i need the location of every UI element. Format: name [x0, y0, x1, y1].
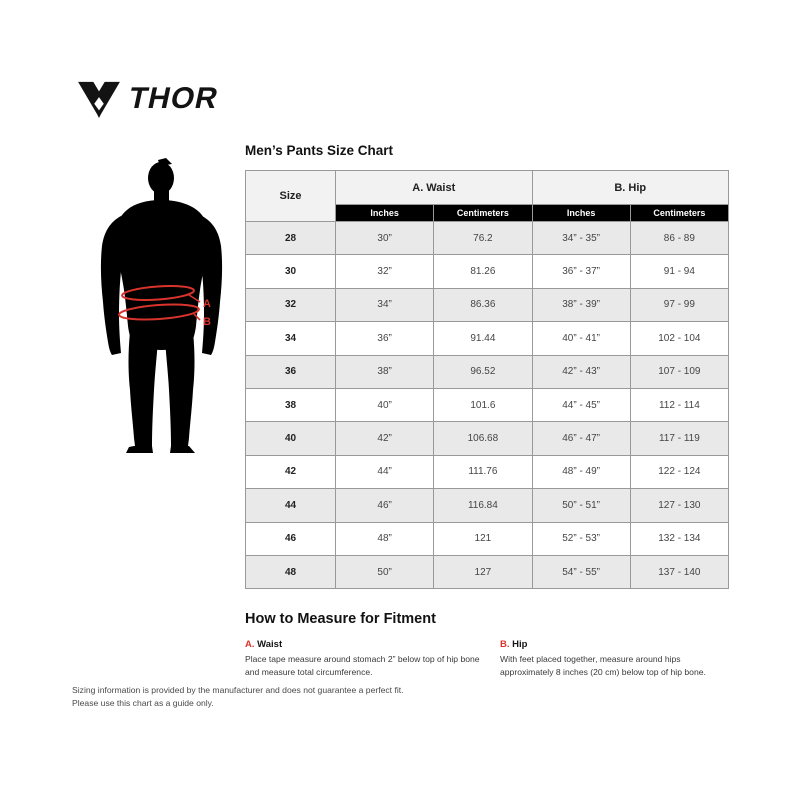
- table-row: [246, 489, 729, 522]
- table-row: [246, 388, 729, 421]
- table-cell-hip_in: 50” - 51”: [532, 489, 630, 522]
- table-cell-waist_cm: 116.84: [434, 489, 532, 522]
- table-cell-size: 36: [246, 355, 336, 388]
- table-cell-waist_cm: 96.52: [434, 355, 532, 388]
- table-cell-hip_in: 38” - 39”: [532, 288, 630, 321]
- table-cell-waist_in: 44”: [336, 455, 434, 488]
- table-cell-hip_cm: 132 - 134: [630, 522, 728, 555]
- measure-waist-label: [245, 639, 480, 650]
- sizing-disclaimer: [72, 684, 404, 710]
- table-row: [246, 522, 729, 555]
- measure-hip-key: B.: [500, 639, 510, 650]
- table-cell-hip_cm: 97 - 99: [630, 288, 728, 321]
- table-cell-waist_in: 40”: [336, 388, 434, 421]
- table-cell-waist_cm: 101.6: [434, 388, 532, 421]
- table-row: [246, 555, 729, 588]
- brand-logo: [78, 80, 222, 118]
- table-cell-waist_cm: 91.44: [434, 322, 532, 355]
- column-header-size: Size: [246, 171, 336, 222]
- table-cell-waist_cm: 76.2: [434, 222, 532, 255]
- table-cell-hip_cm: 91 - 94: [630, 255, 728, 288]
- table-cell-hip_in: 42” - 43”: [532, 355, 630, 388]
- table-cell-waist_in: 48”: [336, 522, 434, 555]
- table-cell-hip_cm: 102 - 104: [630, 322, 728, 355]
- table-cell-hip_in: 46” - 47”: [532, 422, 630, 455]
- body-measurement-figure: [88, 156, 236, 458]
- table-cell-hip_in: 48” - 49”: [532, 455, 630, 488]
- table-cell-size: 30: [246, 255, 336, 288]
- table-cell-size: 40: [246, 422, 336, 455]
- table-cell-waist_in: 38”: [336, 355, 434, 388]
- table-row: [246, 288, 729, 321]
- table-cell-waist_in: 46”: [336, 489, 434, 522]
- table-cell-waist_in: 32”: [336, 255, 434, 288]
- table-cell-waist_in: 50”: [336, 555, 434, 588]
- table-cell-waist_in: 36”: [336, 322, 434, 355]
- table-row: [246, 455, 729, 488]
- how-to-measure-title: How to Measure for Fitment: [245, 611, 436, 627]
- table-cell-size: 48: [246, 555, 336, 588]
- measure-hip-label: [500, 639, 735, 650]
- table-cell-size: 44: [246, 489, 336, 522]
- table-cell-size: 46: [246, 522, 336, 555]
- table-cell-size: 42: [246, 455, 336, 488]
- measure-item-hip: [500, 639, 735, 680]
- table-cell-size: 32: [246, 288, 336, 321]
- table-cell-hip_cm: 112 - 114: [630, 388, 728, 421]
- table-row: [246, 255, 729, 288]
- disclaimer-line-2: Please use this chart as a guide only.: [72, 697, 214, 708]
- table-cell-waist_cm: 86.36: [434, 288, 532, 321]
- hip-marker-label: B: [203, 316, 211, 328]
- table-cell-hip_cm: 86 - 89: [630, 222, 728, 255]
- table-cell-size: 28: [246, 222, 336, 255]
- male-silhouette-graphic: [88, 156, 236, 458]
- table-cell-hip_cm: 137 - 140: [630, 555, 728, 588]
- table-cell-hip_cm: 107 - 109: [630, 355, 728, 388]
- table-row: [246, 355, 729, 388]
- table-cell-waist_cm: 127: [434, 555, 532, 588]
- table-cell-waist_cm: 106.68: [434, 422, 532, 455]
- disclaimer-line-1: Sizing information is provided by the manufacturer and does not guarantee a perfect fit.: [72, 685, 404, 695]
- size-chart-section: [245, 143, 729, 589]
- subheader-waist-centimeters: Centimeters: [434, 205, 532, 222]
- table-cell-hip_in: 40” - 41”: [532, 322, 630, 355]
- size-chart-table: [245, 170, 729, 589]
- table-row: [246, 422, 729, 455]
- table-cell-hip_cm: 122 - 124: [630, 455, 728, 488]
- table-cell-hip_in: 34” - 35”: [532, 222, 630, 255]
- table-cell-waist_cm: 81.26: [434, 255, 532, 288]
- measure-waist-text: Place tape measure around stomach 2” below top of hip bone and measure total circumference.: [245, 654, 480, 678]
- measure-waist-name: Waist: [257, 639, 283, 650]
- table-cell-size: 34: [246, 322, 336, 355]
- table-row: [246, 222, 729, 255]
- table-cell-waist_cm: 111.76: [434, 455, 532, 488]
- size-chart-body: [246, 222, 729, 589]
- measure-item-waist: [245, 639, 480, 680]
- subheader-waist-inches: Inches: [336, 205, 434, 222]
- measure-hip-name: Hip: [512, 639, 528, 650]
- measure-waist-key: A.: [245, 639, 255, 650]
- table-cell-waist_in: 34”: [336, 288, 434, 321]
- table-cell-hip_in: 52” - 53”: [532, 522, 630, 555]
- table-cell-waist_cm: 121: [434, 522, 532, 555]
- table-cell-waist_in: 42”: [336, 422, 434, 455]
- table-cell-hip_cm: 117 - 119: [630, 422, 728, 455]
- waist-marker-label: A: [203, 298, 211, 310]
- column-header-hip: B. Hip: [532, 171, 729, 205]
- thor-horns-icon: [78, 80, 120, 118]
- table-header-row: [246, 171, 729, 205]
- measure-hip-text: With feet placed together, measure around hips approximately 8 inches (20 cm) below top of hip bone.: [500, 654, 706, 678]
- table-cell-hip_in: 44” - 45”: [532, 388, 630, 421]
- subheader-hip-centimeters: Centimeters: [630, 205, 728, 222]
- size-chart-title: Men’s Pants Size Chart: [245, 143, 394, 158]
- how-to-measure-section: [245, 611, 735, 680]
- table-cell-hip_cm: 127 - 130: [630, 489, 728, 522]
- table-cell-waist_in: 30”: [336, 222, 434, 255]
- subheader-hip-inches: Inches: [532, 205, 630, 222]
- column-header-waist: A. Waist: [336, 171, 533, 205]
- table-cell-hip_in: 36” - 37”: [532, 255, 630, 288]
- table-row: [246, 322, 729, 355]
- brand-logo-text: THOR: [125, 82, 222, 115]
- table-cell-hip_in: 54” - 55”: [532, 555, 630, 588]
- table-cell-size: 38: [246, 388, 336, 421]
